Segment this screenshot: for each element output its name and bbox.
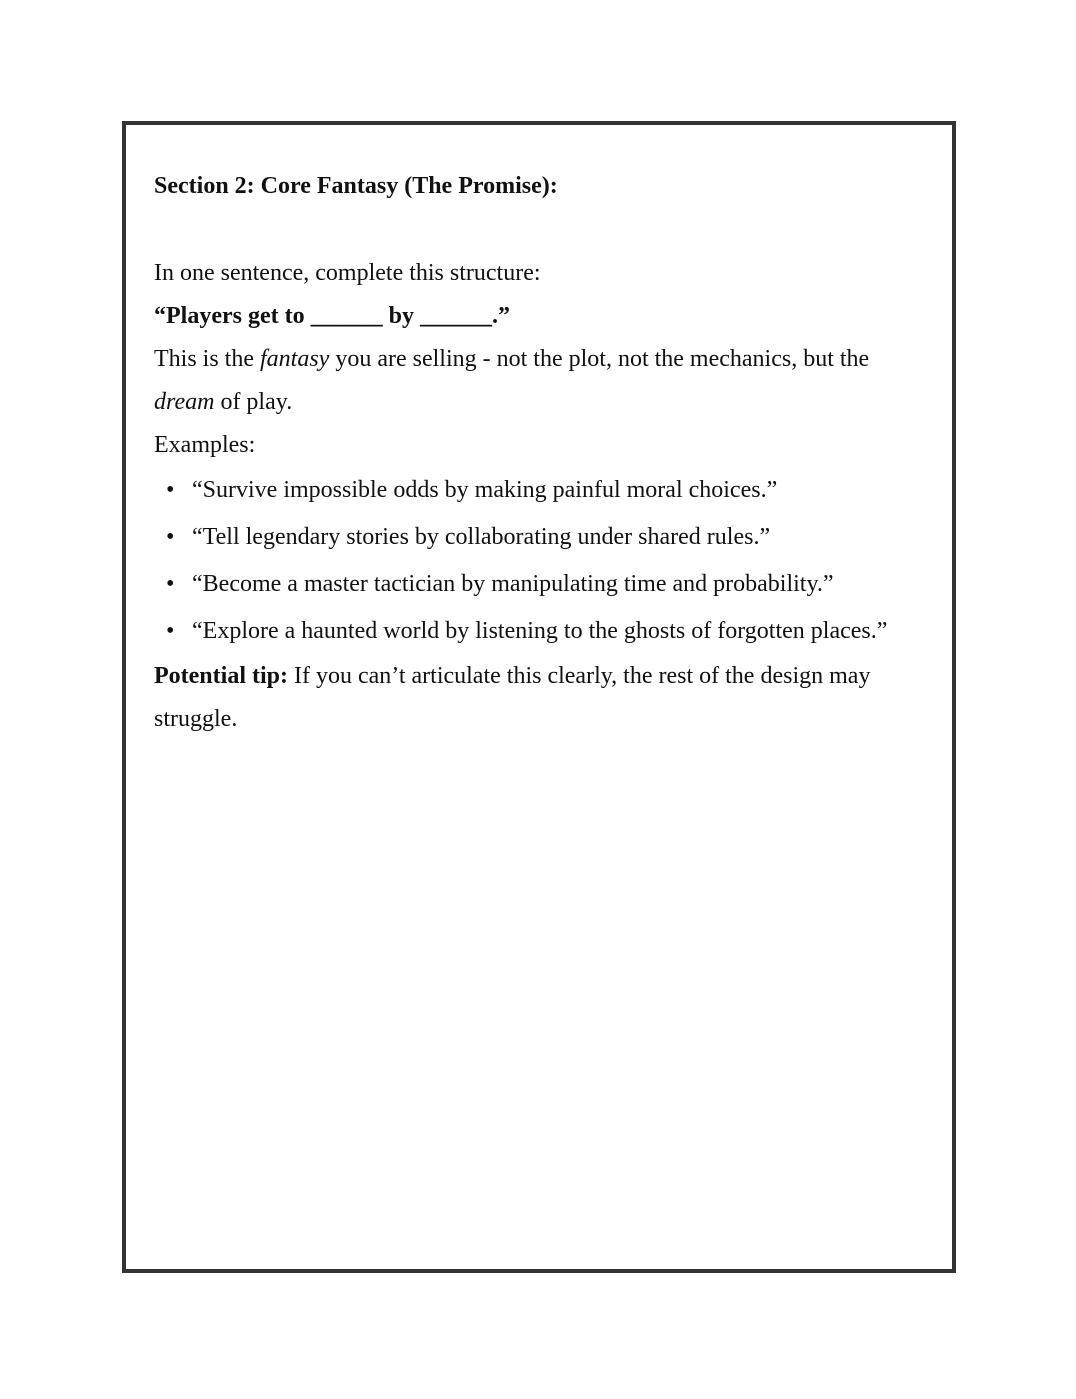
document-body [154, 166, 934, 741]
example-text: “Tell legendary stories by collaborating under shared rules.” [192, 524, 771, 550]
structure-template: “Players get to ______ by ______.” [154, 303, 510, 329]
list-item [154, 561, 934, 608]
list-item [154, 514, 934, 561]
bullet-icon: • [166, 477, 175, 503]
explanation-part-2: you are selling - not the plot, not the mechanics, but the [329, 346, 870, 372]
explanation-paragraph [154, 338, 934, 424]
explanation-part-1: This is the [154, 346, 260, 372]
bullet-icon: • [166, 571, 175, 597]
example-text: “Survive impossible odds by making painful moral choices.” [192, 477, 778, 503]
section-heading: Section 2: Core Fantasy (The Promise): [154, 173, 558, 199]
bullet-icon: • [166, 618, 175, 644]
explanation-emphasis-fantasy: fantasy [260, 346, 330, 372]
example-text: “Become a master tactician by manipulating time and probability.” [192, 571, 834, 597]
examples-label: Examples: [154, 432, 256, 458]
explanation-emphasis-dream: dream [154, 389, 215, 415]
bullet-icon: • [166, 524, 175, 550]
examples-list [154, 467, 934, 655]
list-item [154, 608, 934, 655]
example-text: “Explore a haunted world by listening to the ghosts of forgotten places.” [192, 618, 888, 644]
intro-text: In one sentence, complete this structure: [154, 260, 541, 286]
list-item [154, 467, 934, 514]
tip-label: Potential tip: [154, 663, 288, 689]
tip-paragraph [154, 655, 934, 741]
tip-text: If you can’t articulate this clearly, the rest of the design may struggle. [154, 663, 871, 732]
explanation-part-3: of play. [214, 389, 293, 415]
